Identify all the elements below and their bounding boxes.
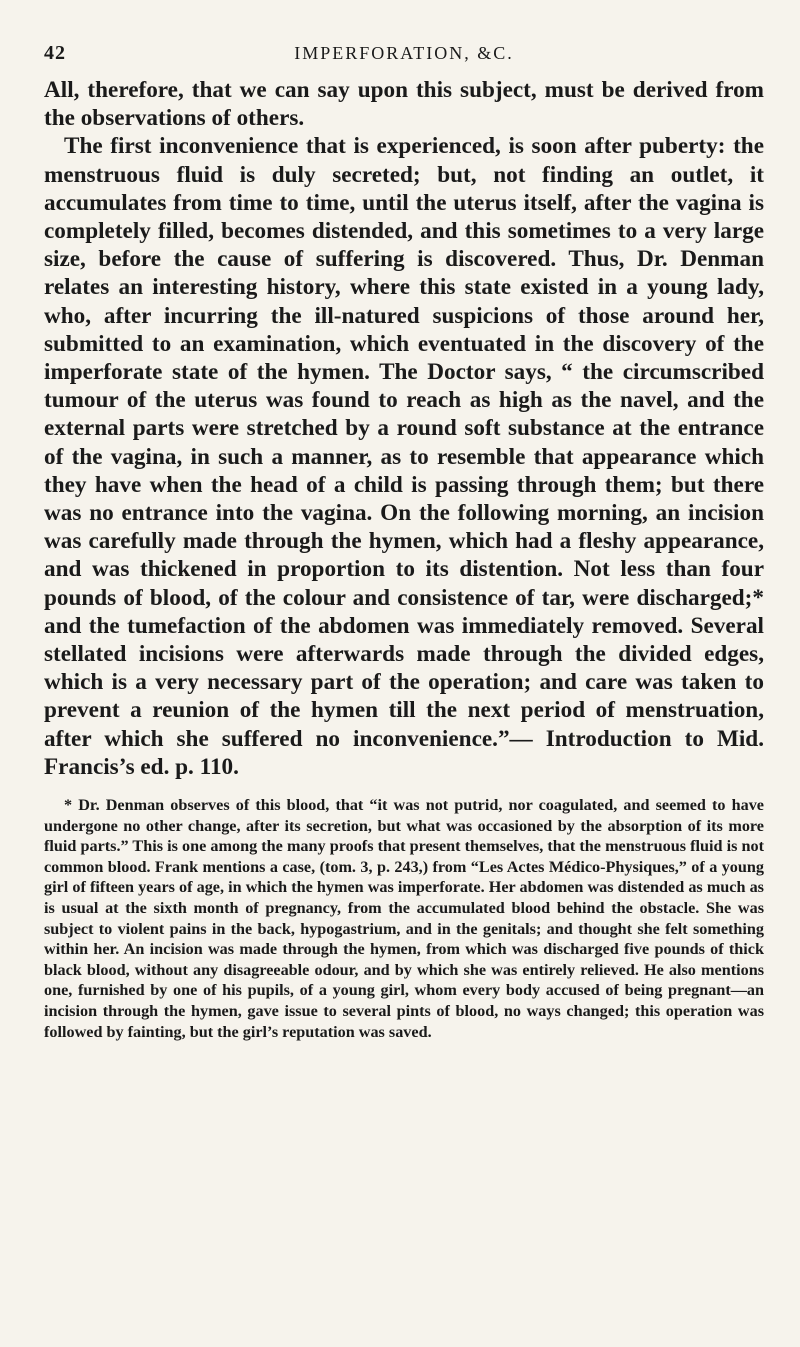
paragraph-main: The first inconvenience that is experienced, is soon after puberty: the menstruous fluid is duly secreted; but, not finding an outlet, it accumulates from time to time, until the uterus itself, after the vagina is completely filled, becomes distended, and this sometimes to a very large size, before the cause of suffering is discovered. Thus, Dr. Denman relates an interesting history, where this state existed in a young lady, who, after incurring the ill-natured suspicions of those around her, submitted to an examination, which eventuated in the discovery of the imperforate state of the hymen. The Doctor says, “ the circumscribed tumour of the uterus was found to reach as high as the navel, and the external parts were stretched by a round soft substance at the entrance of the vagina, in such a manner, as to resemble that appearance which they have when the head of a child is passing through them; but there was no entrance into the vagina. On the following morning, an incision was carefully made through the hymen, which had a fleshy appearance, and was thickened in proportion to its distention. Not less than four pounds of blood, of the colour and consistence of tar, were discharged;* and the tumefaction of the abdomen was immediately removed. Several stellated incisions were afterwards made through the divided edges, which is a very necessary part of the operation; and care was taken to prevent a reunion of the hymen till the next period of menstruation, after which she suffered no inconvenience.”— Introduction to Mid. Francis’s ed. p. 110. bbox=[44, 133, 764, 780]
footnote bbox=[44, 795, 764, 1042]
page-number: 42 bbox=[44, 42, 66, 64]
footnote-text: * Dr. Denman observes of this blood, that “it was not putrid, nor coagulated, and seemed to have undergone no other change, after its secretion, but what was occasioned by the absorption of its more fluid parts.” This is one among the many proofs that present themselves, that the menstruous fluid is not common blood. Frank mentions a case, (tom. 3, p. 243,) from “Les Actes Médico-Physiques,” of a young girl of fifteen years of age, in which the hymen was imperforate. Her abdomen was distended as much as is usual at the sixth month of pregnancy, from the accumulated blood behind the obstacle. She was subject to violent pains in the back, hypogastrium, and in the genitals; and thought she felt something within her. An incision was made through the hymen, from which was discharged five pounds of thick black blood, without any disagreeable odour, and by which she was entirely relieved. He also mentions one, furnished by one of his pupils, of a young girl, whom every body accused of being pregnant—an incision through the hymen, gave issue to several pints of blood, no ways changed; this operation was followed by fainting, but the girl’s reputation was saved. bbox=[44, 796, 764, 1041]
running-title: IMPERFORATION, &C. bbox=[294, 43, 514, 63]
running-head bbox=[44, 42, 764, 76]
footnote-separator bbox=[44, 781, 764, 795]
paragraph-intro: All, therefore, that we can say upon this subject, must be derived from the observations of others. bbox=[44, 77, 764, 132]
body-text bbox=[44, 76, 764, 781]
